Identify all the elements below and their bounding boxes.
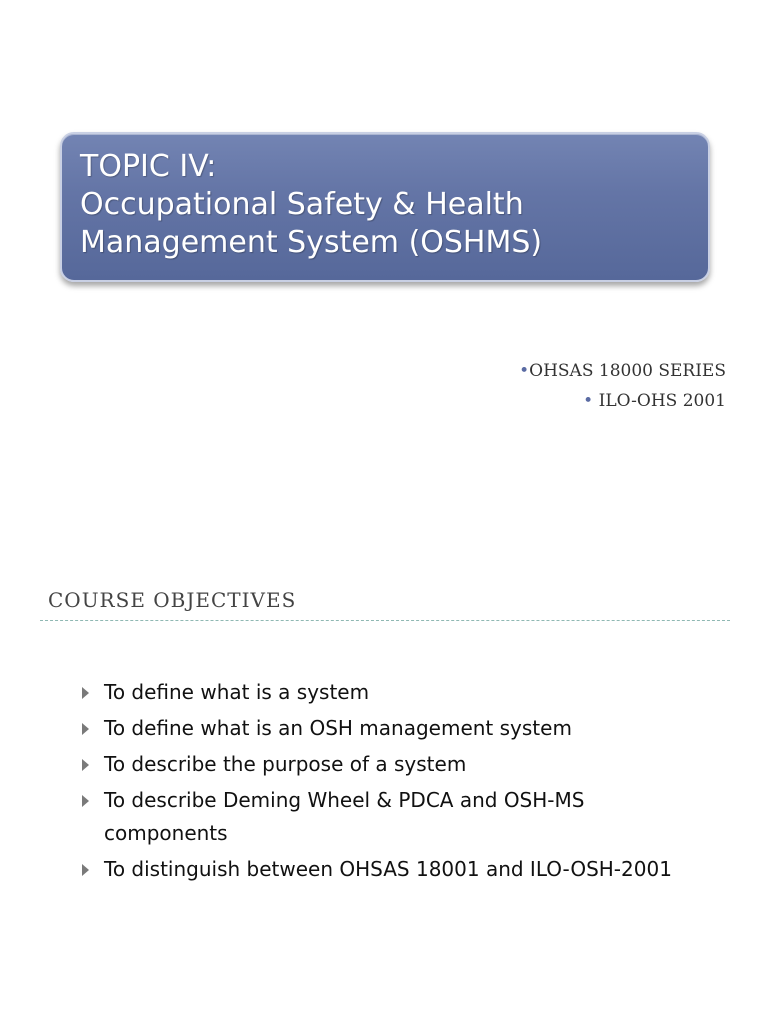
objective-text: To define what is a system xyxy=(104,680,370,704)
triangle-right-icon xyxy=(82,723,89,735)
section-divider xyxy=(40,620,730,621)
objective-text: To distinguish between OHSAS 18001 and ILO-OSH-2001 xyxy=(104,857,672,881)
bullet-dot-icon: • xyxy=(583,391,599,411)
list-item xyxy=(80,712,700,745)
bullet-dot-icon: • xyxy=(519,361,530,381)
triangle-right-icon xyxy=(82,759,89,771)
list-item xyxy=(80,676,700,709)
section-heading: COURSE OBJECTIVES xyxy=(48,588,297,612)
list-item xyxy=(80,784,700,850)
series-item-ohsas xyxy=(519,356,726,386)
triangle-right-icon xyxy=(82,864,89,876)
title-line-topic: TOPIC IV: xyxy=(80,149,217,184)
series-item-ilo xyxy=(519,386,726,416)
list-item xyxy=(80,853,700,886)
triangle-right-icon xyxy=(82,795,89,807)
objective-text: To describe the purpose of a system xyxy=(104,752,467,776)
objective-text: To define what is an OSH management system xyxy=(104,716,572,740)
series-list xyxy=(519,356,726,416)
series-item-label: OHSAS 18000 SERIES xyxy=(529,361,726,381)
objectives-list xyxy=(80,676,700,889)
title-line-subject: Occupational Safety & Health xyxy=(80,187,524,222)
objective-text: To describe Deming Wheel & PDCA and OSH-MS components xyxy=(104,788,585,845)
title-box xyxy=(60,132,710,282)
series-item-label: ILO-OHS 2001 xyxy=(598,391,726,411)
triangle-right-icon xyxy=(82,687,89,699)
list-item xyxy=(80,748,700,781)
title-line-system: Management System (OSHMS) xyxy=(80,225,543,260)
